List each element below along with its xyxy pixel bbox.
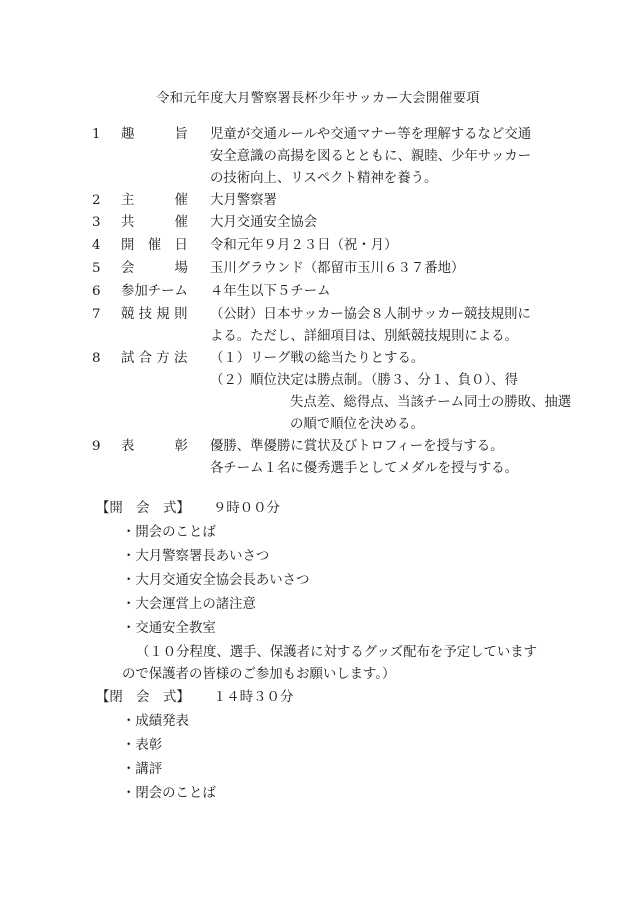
item-line: 玉川グラウンド（都留市玉川６３７番地） xyxy=(210,261,465,276)
opening-bullet: ・交通安全教室 xyxy=(122,621,216,636)
item-line: 優勝、準優勝に賞状及びトロフィーを授与する。 xyxy=(210,439,504,454)
item-body xyxy=(210,258,580,280)
opening-note-line: （１０分程度、選手、保護者に対するグッズ配布を予定しています xyxy=(136,645,538,660)
document-title: 令和元年度大月警察署長杯少年サッカー大会開催要項 xyxy=(156,91,480,106)
opening-ceremony-time: ９時００分 xyxy=(213,501,280,516)
item-label: 主 催 xyxy=(121,193,188,208)
item-number: 1 xyxy=(92,127,101,142)
item-label: 競 技 規 則 xyxy=(121,307,188,322)
item-line: 各チーム１名に優秀選手としてメダルを授与する。 xyxy=(210,461,518,476)
opening-ceremony-heading: 【開 会 式】 xyxy=(96,501,190,516)
closing-bullet: ・成績発表 xyxy=(122,714,189,729)
item-line: の技術向上、リスペクト精神を養う。 xyxy=(210,171,438,186)
item-number: 5 xyxy=(92,261,101,276)
item-label: 試 合 方 法 xyxy=(121,351,188,366)
item-body xyxy=(210,348,580,436)
item-body xyxy=(210,235,580,257)
item-number: 7 xyxy=(92,307,101,322)
closing-bullet: ・表彰 xyxy=(122,738,163,753)
item-line: （２）順位決定は勝点制。（勝３、分１、負０）、得 xyxy=(210,373,518,388)
item-line: （公財）日本サッカー協会８人制サッカー競技規則に xyxy=(210,307,531,322)
item-body xyxy=(210,124,580,190)
opening-bullet: ・大月警察署長あいさつ xyxy=(122,549,270,564)
item-number: 3 xyxy=(92,215,101,230)
item-line: 大月警察署 xyxy=(210,193,277,208)
closing-ceremony-time: １４時３０分 xyxy=(213,690,294,705)
item-line: の順で順位を決める。 xyxy=(290,417,424,432)
item-number: 9 xyxy=(92,439,101,454)
opening-bullet: ・開会のことば xyxy=(122,525,216,540)
item-number: 6 xyxy=(92,284,101,299)
item-body xyxy=(210,304,580,348)
item-label: 会 場 xyxy=(121,261,188,276)
opening-bullet: ・大月交通安全協会長あいさつ xyxy=(122,573,310,588)
item-line: よる。ただし、詳細項目は、別紙競技規則による。 xyxy=(210,329,518,344)
item-line: （１）リーグ戦の総当たりとする。 xyxy=(210,351,425,366)
item-line: 安全意識の高揚を図るとともに、親睦、少年サッカー xyxy=(210,149,532,164)
item-label: 共 催 xyxy=(121,215,188,230)
item-line: 大月交通安全協会 xyxy=(210,215,318,230)
item-line: 児童が交通ルールや交通マナー等を理解するなど交通 xyxy=(210,127,532,142)
item-body xyxy=(210,190,580,212)
closing-ceremony-heading: 【閉 会 式】 xyxy=(96,690,190,705)
opening-note-line: ので保護者の皆様のご参加もお願いします。） xyxy=(122,667,396,682)
item-label: 表 彰 xyxy=(121,439,188,454)
item-body xyxy=(210,281,580,303)
item-number: 2 xyxy=(92,193,101,208)
closing-bullet: ・閉会のことば xyxy=(122,786,216,801)
item-number: 8 xyxy=(92,351,101,366)
closing-bullet: ・講評 xyxy=(122,762,163,777)
item-line: 令和元年９月２３日（祝・月） xyxy=(210,238,398,253)
item-line: ４年生以下５チーム xyxy=(210,284,331,299)
item-label: 趣 旨 xyxy=(121,127,188,142)
item-body xyxy=(210,436,580,480)
item-label: 参加チーム xyxy=(121,284,188,299)
item-label: 開 催 日 xyxy=(121,238,188,253)
item-line: 失点差、総得点、当該チーム同士の勝敗、抽選 xyxy=(290,395,572,410)
opening-bullet: ・大会運営上の諸注意 xyxy=(122,597,256,612)
item-body xyxy=(210,212,580,234)
item-number: 4 xyxy=(92,238,101,253)
